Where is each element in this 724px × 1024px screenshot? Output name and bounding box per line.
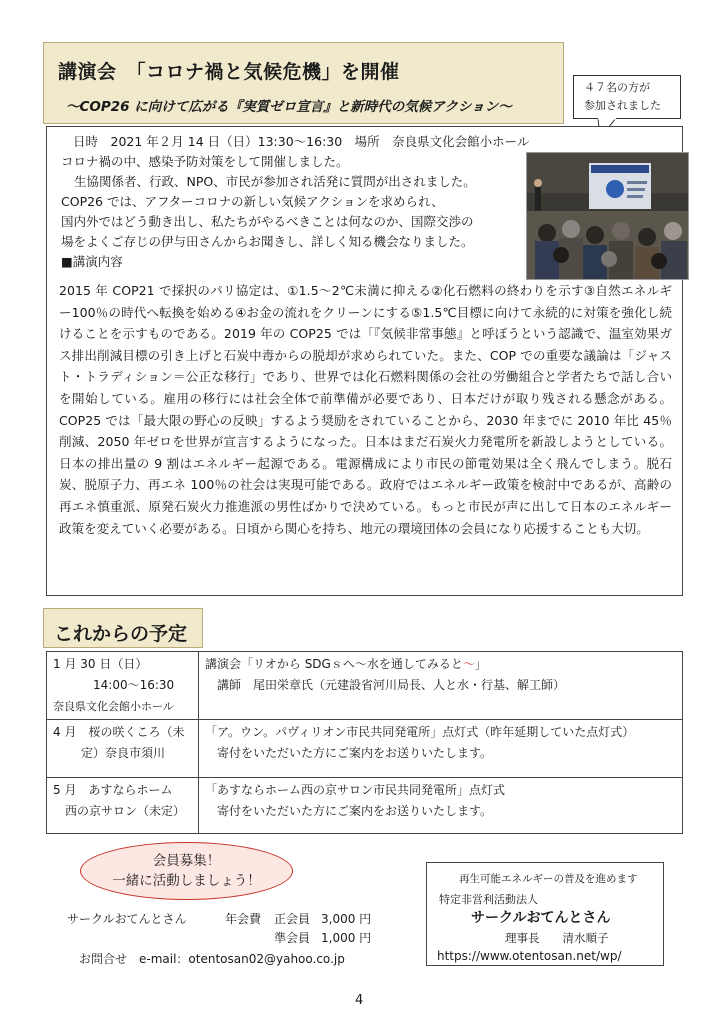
schedule-event-title — [205, 654, 676, 675]
schedule-when — [47, 720, 199, 778]
schedule-time: 14:00～16:30 — [93, 678, 175, 692]
schedule-what — [199, 778, 683, 834]
fee-associate-label: 準会員 — [274, 931, 311, 945]
report-paragraph-3c: 場をよくご存じの伊与田さんからお聞きし、詳しく知る機会なりました。 — [61, 234, 474, 249]
attendance-callout — [573, 75, 681, 119]
org-name: サークルおてんとさん — [471, 910, 611, 926]
org-chair: 理事長 清水順子 — [505, 931, 609, 945]
schedule-event-detail: 寄付をいただいた方にご案内をお送りいたします。 — [217, 746, 493, 760]
fee-org-name: サークルおてんとさん — [67, 912, 187, 926]
recruit-line1: 会員募集！ — [152, 853, 221, 869]
lecture-header — [43, 42, 564, 124]
schedule-event-title: 「ア。ウン。パヴィリオン市民共同発電所」点灯式（昨年延期していた点灯式） — [205, 725, 635, 739]
lecture-subtitle: ～COP26 に向けて広がる『実質ゼロ宣言』と新時代の気候アクション～ — [66, 99, 512, 115]
fee-row-regular — [67, 910, 397, 929]
schedule-venue: 奈良県文化会館小ホール — [53, 700, 174, 713]
schedule-event-title-text: 講演会「リオから SDGｓへ～水を通してみると — [205, 657, 463, 671]
schedule-venue: 定）奈良市須川 — [81, 746, 166, 760]
fee-associate-amount: 1,000 円 — [321, 931, 372, 945]
org-tagline: 再生可能エネルギーの普及を進めます — [459, 873, 638, 885]
schedule-event-detail: 講師 尾田栄章氏（元建設省河川局長、人と水・行基、解工師） — [217, 678, 566, 692]
schedule-event-title: 「あすならホーム西の京サロン市民共同発電所」点灯式 — [205, 783, 506, 797]
member-recruitment-oval — [80, 842, 293, 900]
schedule-event-title-end: 」 — [474, 657, 487, 671]
report-paragraph-3b: 国内外ではどう動き出し、私たちがやるべきことは何なのか、国際交渉の — [61, 214, 474, 229]
lecture-title: 講演会 「コロナ禍と気候危機」を開催 — [58, 61, 400, 83]
membership-fees — [67, 910, 397, 948]
report-paragraph-1: コロナ禍の中、感染予防対策をして開催しました。 — [61, 154, 349, 169]
schedule-what — [199, 652, 683, 720]
content-heading: ■講演内容 — [61, 254, 123, 269]
schedule-event-detail: 寄付をいただいた方にご案内をお送りいたします。 — [217, 804, 493, 818]
lecture-photo-image — [527, 153, 689, 280]
organization-box — [426, 862, 664, 966]
event-datetime: 日時 2021 年２月 14 日（日）13:30～16:30 場所 奈良県文化会館小ホール — [73, 134, 530, 149]
fee-row-associate — [67, 929, 397, 948]
page-number: 4 — [355, 993, 364, 1008]
contact-email[interactable]: お問合せ e-mail：otentosan02@yahoo.co.jp — [79, 952, 345, 966]
schedule-heading: これからの予定 — [43, 608, 203, 648]
fee-regular-amount: 3,000 円 — [321, 912, 372, 926]
lecture-photo — [526, 152, 689, 280]
attendance-callout-line1: ４７名の方が — [584, 81, 650, 94]
report-paragraph-3a: COP26 では、アフターコロナの新しい気候アクションを求められ、 — [61, 194, 444, 209]
schedule-when — [47, 652, 199, 720]
schedule-date: 1 月 30 日（日） — [53, 657, 148, 671]
schedule-date: 5 月 あすならホーム — [53, 783, 173, 797]
attendance-callout-line2: 参加されました — [584, 99, 661, 112]
schedule-venue: 西の京サロン（未定） — [65, 804, 186, 818]
lecture-content-body: 2015 年 COP21 で採択のパリ協定は、①1.5～2℃未満に抑える②化石燃料の終わりを示す③自然エネルギー100％の時代へ転換を始める④お金の流れをクリーンにする⑤1.5℃目標に向けて永続的に対策を強化し続けることを示すものである。2019 年の COP25 では「『気候非常事態』と呼ぼうという認識で、温室効果ガス排出削減目標の引き上げと石炭中毒からの脱却が求められていた。また、COP での重要な議論は「ジャスト・トラディション＝公正な移行」であり、世界では化石燃料関係の会社の労働組合と学者たちで話し合いを開始している。雇用の移行には社会全体で前準備が必要であり、日本だけが取り残される懸念がある。COP25 では「最大限の野心の反映」するよう奨励をされていることから、2030 年までに 2010 年比 45％削減、2050 年ゼロを世界が宣言するようになった。日本はまだ石炭火力発電所を新設しようとしている。日本の排出量の 9 割はエネルギー起源である。電源構成により市民の節電効果は全く飛んでしまう。脱石炭、脱原子力、再エネ 100％の社会は実現可能である。政府ではエネルギー政策を検討中であるが、高齢の再エネ慎重派、原発石炭火力推進派の男性ばかりで決めている。もっと市民が声に出して日本のエネルギー政策を変えていく必要がある。日頃から関心を持ち、地元の環境団体の会員になり応援することも大切。 — [59, 283, 672, 536]
report-paragraph-2: 生協関係者、行政、NPO、市民が参加され活発に質問が出されました。 — [74, 174, 476, 189]
org-url-link[interactable]: https://www.otentosan.net/wp/ — [437, 949, 622, 963]
schedule-row — [47, 720, 683, 778]
fee-label: 年会費 — [225, 912, 262, 926]
schedule-row — [47, 778, 683, 834]
schedule-date: 4 月 桜の咲くころ（未 — [53, 725, 185, 739]
report-intro — [61, 132, 531, 272]
org-type: 特定非営利活動法人 — [439, 893, 538, 906]
schedule-what — [199, 720, 683, 778]
schedule-table — [46, 651, 683, 834]
schedule-when — [47, 778, 199, 834]
recruit-line2: 一緒に活動しましょう！ — [112, 873, 261, 889]
schedule-event-title-accent: ～ — [462, 657, 475, 671]
schedule-row — [47, 652, 683, 720]
fee-regular-label: 正会員 — [274, 912, 311, 926]
